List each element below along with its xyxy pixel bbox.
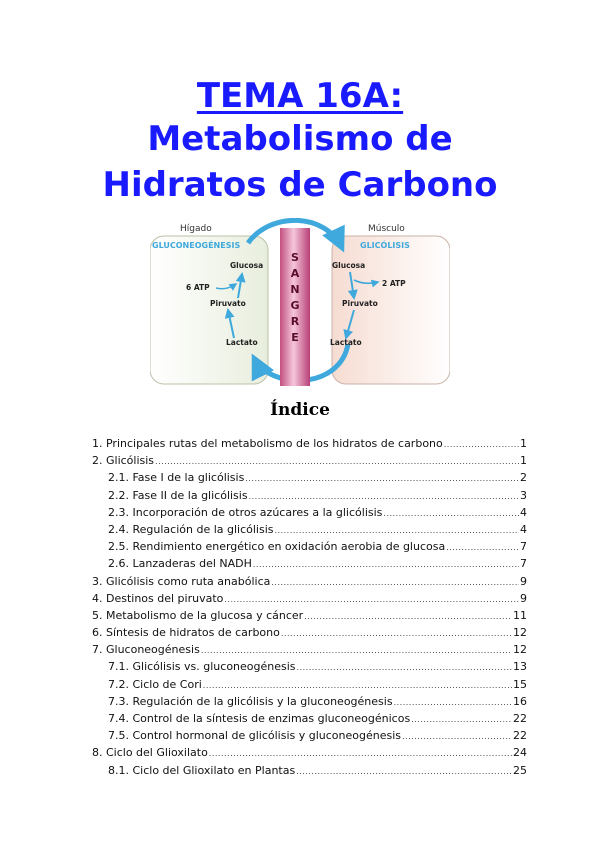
glycolysis-label: GLICÓLISIS	[360, 241, 410, 250]
toc-entry-page: 1	[520, 437, 527, 450]
left-glucose: Glucosa	[230, 261, 264, 270]
toc-entry-label: 7. Gluconeogénesis	[92, 643, 200, 657]
right-lactate: Lactato	[330, 338, 362, 347]
toc-entry[interactable]	[92, 557, 527, 574]
toc-entry-page: 24	[513, 746, 527, 760]
toc-leader-dots	[446, 540, 519, 553]
toc-entry-label: 2. Glicólisis	[92, 454, 155, 468]
toc-leader-dots	[296, 764, 512, 777]
title-line-2: Metabolismo de	[147, 119, 453, 159]
toc-entry[interactable]	[92, 437, 527, 454]
toc-entry-page: 25	[513, 763, 527, 777]
toc-entry-label: 5. Metabolismo de la glucosa y cáncer	[92, 608, 304, 622]
gluconeogenesis-label: GLUCONEOGÉNESIS	[152, 241, 241, 250]
document-title	[0, 76, 600, 208]
right-pyruvate: Piruvato	[342, 299, 378, 308]
toc-entry[interactable]	[92, 489, 527, 506]
muscle-label: Músculo	[368, 224, 405, 234]
toc-entry-label: 7.1. Glicólisis vs. gluconeogénesis	[108, 660, 296, 674]
toc-entry-page: 4	[520, 522, 527, 536]
toc-entry-page: 16	[513, 694, 527, 708]
toc-entry-label: 1. Principales rutas del metabolismo de los hidratos de carbono	[92, 437, 443, 450]
toc-entry-page: 7	[520, 557, 527, 571]
toc-entry[interactable]	[92, 454, 527, 471]
left-lactate: Lactato	[226, 338, 258, 347]
toc-leader-dots	[224, 592, 519, 605]
toc-entry-page: 7	[520, 540, 527, 554]
toc-entry-label: 2.2. Fase II de la glicólisis	[108, 488, 248, 502]
toc-entry[interactable]	[92, 729, 527, 746]
toc-leader-dots	[203, 678, 512, 691]
toc-entry[interactable]	[92, 523, 527, 540]
toc-leader-dots	[411, 712, 512, 725]
toc-entry-label: 7.4. Control de la síntesis de enzimas gluconeogénicos	[108, 712, 411, 725]
toc-entry-label: 2.1. Fase I de la glicólisis	[108, 471, 245, 485]
liver-label: Hígado	[180, 224, 212, 234]
toc-leader-dots	[281, 626, 512, 639]
index-heading: Índice	[270, 400, 330, 420]
toc-entry-page: 22	[513, 729, 527, 743]
toc-leader-dots	[394, 695, 512, 708]
toc-entry-label: 2.6. Lanzaderas del NADH	[108, 557, 252, 571]
title-line-1: TEMA 16A:	[196, 76, 404, 116]
toc-leader-dots	[275, 523, 520, 536]
toc-entry-page: 15	[513, 677, 527, 691]
toc-entry-page: 12	[513, 626, 527, 640]
toc-entry[interactable]	[92, 471, 527, 488]
toc-leader-dots	[444, 437, 519, 450]
left-pyruvate: Piruvato	[210, 299, 246, 308]
toc-entry[interactable]	[92, 626, 527, 643]
toc-entry-page: 1	[520, 454, 527, 468]
toc-leader-dots	[155, 454, 519, 467]
toc-entry-label: 7.2. Ciclo de Cori	[108, 677, 202, 691]
toc-leader-dots	[271, 575, 519, 588]
toc-entry-label: 2.5. Rendimiento energético en oxidación aerobia de glucosa	[108, 540, 446, 554]
table-of-contents	[92, 437, 527, 781]
svg-text:A: A	[290, 267, 300, 280]
toc-entry-label: 8. Ciclo del Glioxilato	[92, 746, 208, 760]
toc-entry[interactable]	[92, 592, 527, 609]
toc-entry-page: 2	[520, 471, 527, 485]
toc-entry[interactable]	[92, 764, 527, 781]
toc-entry-label: 2.3. Incorporación de otros azúcares a la glicólisis	[108, 505, 383, 519]
toc-entry-page: 4	[520, 505, 527, 519]
toc-entry[interactable]	[92, 746, 527, 763]
toc-entry-page: 13	[513, 660, 527, 674]
toc-leader-dots	[402, 729, 512, 742]
toc-entry[interactable]	[92, 712, 527, 729]
toc-entry-label: 2.4. Regulación de la glicólisis	[108, 522, 274, 536]
toc-entry-label: 4. Destinos del piruvato	[92, 591, 224, 605]
toc-leader-dots	[297, 660, 512, 673]
toc-entry-label: 8.1. Ciclo del Glioxilato en Plantas	[108, 763, 296, 777]
toc-leader-dots	[253, 557, 519, 570]
title-line-3: Hidratos de Carbono	[102, 165, 498, 205]
muscle-panel	[332, 236, 450, 384]
toc-leader-dots	[383, 506, 519, 519]
liver-panel	[150, 236, 268, 384]
toc-entry[interactable]	[92, 678, 527, 695]
svg-text:N: N	[290, 283, 300, 296]
cori-cycle-diagram	[150, 218, 450, 386]
toc-entry-label: 7.3. Regulación de la glicólisis y la gluconeogénesis	[108, 694, 393, 708]
toc-entry[interactable]	[92, 609, 527, 626]
toc-entry[interactable]	[92, 660, 527, 677]
toc-entry-page: 9	[520, 574, 527, 588]
toc-entry-page: 11	[513, 608, 527, 622]
right-atp: 2 ATP	[382, 279, 406, 288]
svg-text:E: E	[291, 331, 299, 344]
toc-leader-dots	[249, 489, 519, 502]
toc-entry-label: 3. Glicólisis como ruta anabólica	[92, 574, 271, 588]
toc-entry[interactable]	[92, 643, 527, 660]
toc-entry-label: 7.5. Control hormonal de glicólisis y gluconeogénesis	[108, 729, 402, 743]
toc-entry-page: 22	[513, 712, 527, 725]
toc-leader-dots	[209, 746, 512, 759]
toc-entry-page: 3	[520, 488, 527, 502]
left-atp: 6 ATP	[186, 283, 210, 292]
toc-entry[interactable]	[92, 575, 527, 592]
toc-entry[interactable]	[92, 540, 527, 557]
toc-entry-label: 6. Síntesis de hidratos de carbono	[92, 626, 280, 640]
toc-leader-dots	[201, 643, 512, 656]
svg-text:G: G	[290, 299, 300, 312]
toc-leader-dots	[304, 609, 512, 622]
toc-entry[interactable]	[92, 506, 527, 523]
toc-entry[interactable]	[92, 695, 527, 712]
toc-entry-page: 9	[520, 591, 527, 605]
toc-entry-page: 12	[513, 643, 527, 657]
svg-text:S: S	[291, 251, 299, 264]
toc-leader-dots	[245, 471, 519, 484]
svg-text:R: R	[290, 315, 300, 328]
right-glucose: Glucosa	[332, 261, 366, 270]
